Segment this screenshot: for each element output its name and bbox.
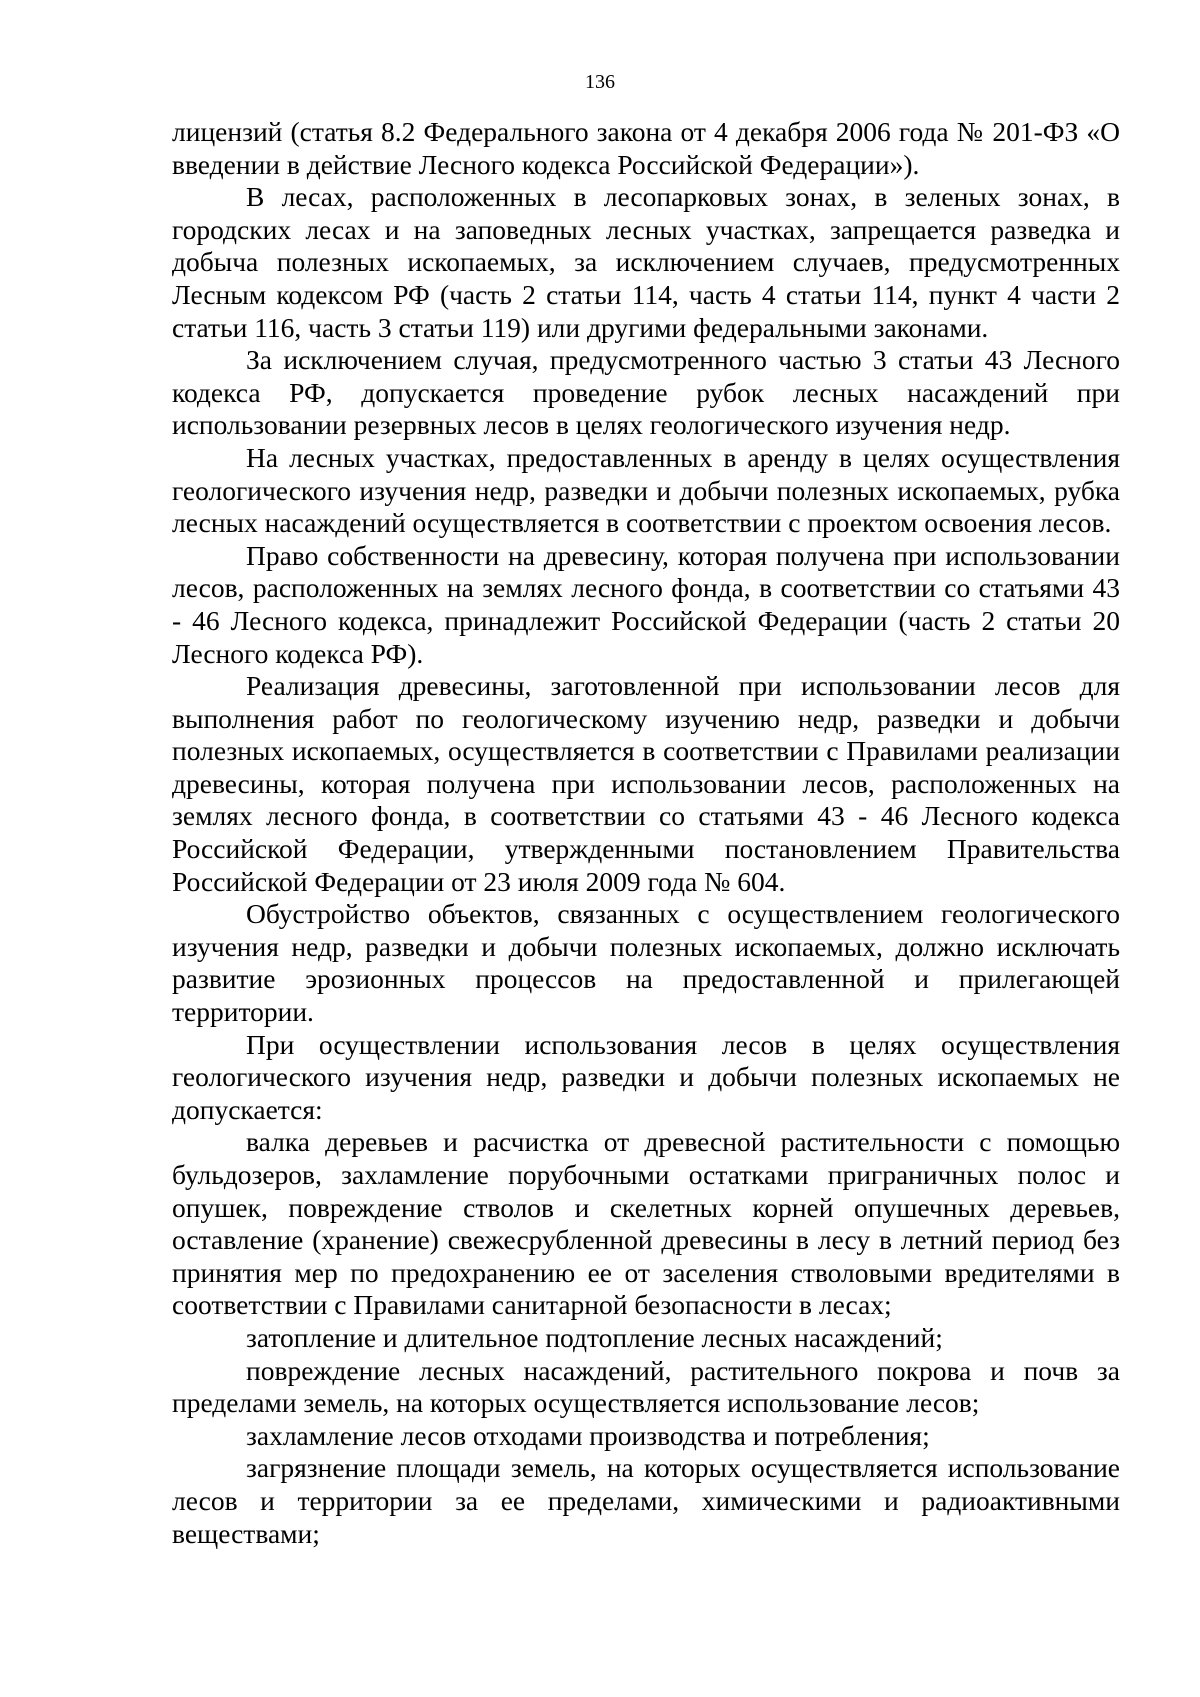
paragraph-leased-plots: На лесных участках, предоставленных в аренду в целях осуществления геологического изучения недр, разведки и добычи полезных ископаемых, рубка лесных насаждений осуществляется в соответствии с проектом освоения лесов. — [172, 441, 1120, 539]
list-item-felling: валка деревьев и расчистка от древесной растительности с помощью бульдозеров, захламление порубочными остатками приграничных полос и опушек, повреждение стволов и скелетных корней опушечных деревьев, оставление (хранение) свежесрубленной древесины в лесу в летний период без принятия мер по предохранению ее от заселения стволовыми вредителями в соответствии с Правилами санитарной безопасности в лесах; — [172, 1126, 1120, 1321]
paragraph-license-continuation: лицензий (статья 8.2 Федерального закона от 4 декабря 2006 года № 201-ФЗ «О введении в действие Лесного кодекса Российской Федерации»). — [172, 116, 1120, 180]
document-body — [172, 116, 1120, 1550]
paragraph-reserve-forests: За исключением случая, предусмотренного частью 3 статьи 43 Лесного кодекса РФ, допускается проведение рубок лесных насаждений при использовании резервных лесов в целях геологического изучения недр. — [172, 344, 1120, 441]
list-item-pollution: загрязнение площади земель, на которых осуществляется использование лесов и территории за ее пределами, химическими и радиоактивными веществами; — [172, 1452, 1120, 1549]
paragraph-timber-ownership: Право собственности на древесину, которая получена при использовании лесов, расположенных на землях лесного фонда, в соответствии со статьями 43 - 46 Лесного кодекса, принадлежит Российской Федерации (часть 2 статьи 20 Лесного кодекса РФ). — [172, 539, 1120, 669]
list-item-littering: захламление лесов отходами производства и потребления; — [246, 1419, 930, 1451]
paragraph-forest-park-zones: В лесах, расположенных в лесопарковых зонах, в зеленых зонах, в городских лесах и на заповедных лесных участках, запрещается разведка и добыча полезных ископаемых, за исключением случаев, предусмотренных Лесным кодексом РФ (часть 2 статьи 114, часть 4 статьи 114, пункт 4 части 2 статьи 116, часть 3 статьи 119) или другими федеральными законами. — [172, 181, 1120, 343]
list-item-damage: повреждение лесных насаждений, растительного покрова и почв за пределами земель, на которых осуществляется использование лесов; — [172, 1354, 1120, 1419]
page-number: 136 — [585, 71, 615, 93]
paragraph-timber-sale: Реализация древесины, заготовленной при использовании лесов для выполнения работ по геологическому изучению недр, разведки и добычи полезных ископаемых, осуществляется в соответствии с Правилами реализации древесины, которая получена при использовании лесов, расположенных на землях лесного фонда, в соответствии со статьями 43 - 46 Лесного кодекса Российской Федерации, утвержденными постановлением Правительства Российской Федерации от 23 июля 2009 года № 604. — [172, 670, 1120, 897]
paragraph-erosion-prevention: Обустройство объектов, связанных с осуществлением геологического изучения недр, разведки и добычи полезных ископаемых, должно исключать развитие эрозионных процессов на предоставленной и прилегающей территории. — [172, 898, 1120, 1028]
paragraph-prohibitions-intro: При осуществлении использования лесов в целях осуществления геологического изучения недр, разведки и добычи полезных ископаемых не допускается: — [172, 1028, 1120, 1125]
list-item-flooding: затопление и длительное подтопление лесных насаждений; — [246, 1321, 943, 1353]
